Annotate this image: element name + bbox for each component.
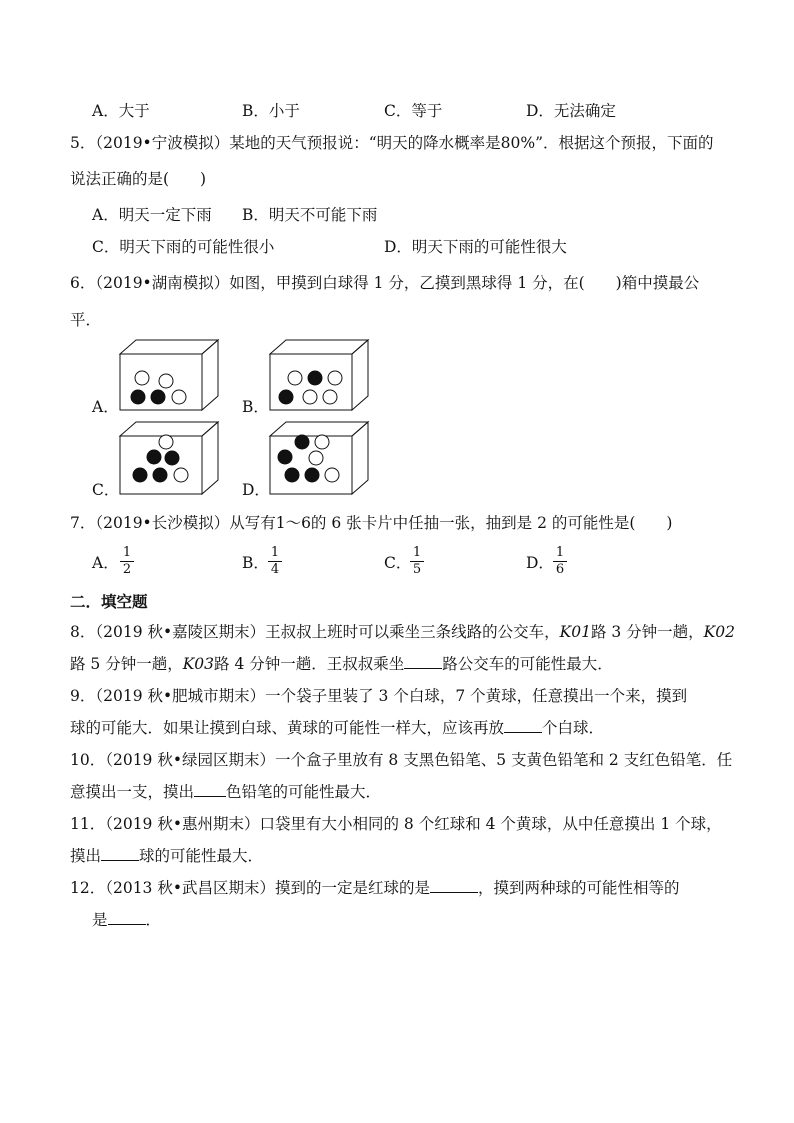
q8-line2: [70, 654, 613, 674]
black-ball: [147, 450, 161, 464]
white-ball: [174, 468, 188, 482]
q8-answer-blank[interactable]: [404, 654, 442, 669]
q4-option-b: B．小于: [242, 102, 300, 120]
box-a-figure: [118, 338, 222, 414]
q12-text: 是: [92, 911, 108, 929]
q6-option-b-label: B．: [242, 398, 269, 416]
q10-line2: [70, 782, 381, 802]
route-k03: K03: [182, 655, 215, 673]
q12-text: ，摸到两种球的可能性相等的: [478, 879, 680, 897]
q10-answer-blank[interactable]: [194, 782, 226, 797]
q12-text: ．: [145, 911, 162, 929]
black-ball: [279, 390, 293, 404]
q10-text: 色铅笔的可能性最大．: [226, 783, 382, 801]
q6-stem-line1: 6．（2019•湖南模拟）如图，甲摸到白球得 1 分，乙摸到黑球得 1 分，在( )箱中摸最公: [70, 274, 700, 292]
white-ball: [159, 435, 173, 449]
black-ball: [308, 371, 322, 385]
q5-option-a: A．明天一定下雨: [92, 206, 212, 224]
q7-option-d-fraction: 1 6: [553, 546, 567, 577]
black-ball: [153, 468, 167, 482]
q7-option-d-label: D．: [526, 554, 554, 572]
black-ball: [165, 451, 179, 465]
q7-option-c-fraction: 1 5: [410, 546, 424, 577]
q4-option-d: D．无法确定: [526, 102, 616, 120]
q12-text: 12．（2013 秋•武昌区期末）摸到的一定是红球的是: [70, 879, 430, 897]
white-ball: [328, 371, 342, 385]
q11-line1: 11．（2019 秋•惠州期末）口袋里有大小相同的 8 个红球和 4 个黄球，从中任意摸出 1 个球，: [70, 815, 722, 833]
q6-option-c-label: C．: [92, 481, 120, 499]
section-heading-fill-in: 二．填空题: [70, 593, 148, 611]
q12-line2: [92, 910, 161, 930]
q10-line1: 10．（2019 秋•绿园区期末）一个盒子里放有 8 支黑色铅笔、5 支黄色铅笔和 2 支红色铅笔．任: [70, 751, 733, 769]
q6-option-a-label: A．: [92, 398, 119, 416]
route-k01: K01: [559, 623, 591, 641]
q11-line2: [70, 846, 263, 866]
black-ball: [285, 468, 299, 482]
q8-text: 路 4 分钟一趟．王叔叔乘坐: [214, 655, 405, 673]
q8-text: 路 3 分钟一趟，: [590, 623, 704, 641]
q6-option-d-label: D．: [242, 481, 270, 499]
white-ball: [288, 371, 302, 385]
q5-stem-line1: 5．（2019•宁波模拟）某地的天气预报说：“明天的降水概率是80%”．根据这个预报，下面的: [70, 134, 714, 152]
q10-text: 意摸出一支，摸出: [70, 783, 195, 801]
q7-option-a-label: A．: [92, 554, 119, 572]
q5-option-c: C．明天下雨的可能性很小: [92, 238, 275, 256]
q5-option-d: D．明天下雨的可能性很大: [384, 238, 567, 256]
white-ball: [172, 390, 186, 404]
q5-stem-line2: 说法正确的是( ): [70, 170, 207, 188]
q7-stem: 7．（2019•长沙模拟）从写有1～6的 6 张卡片中任抽一张，抽到是 2 的可能性是( ): [70, 514, 673, 532]
q11-text: 球的可能性最大．: [139, 847, 264, 865]
q4-option-a: A．大于: [92, 102, 150, 120]
q7-option-b-fraction: 1 4: [268, 546, 282, 577]
black-ball: [133, 468, 147, 482]
black-ball: [295, 435, 309, 449]
q12-answer-blank-2[interactable]: [108, 910, 146, 925]
q8-text: 路 5 分钟一趟，: [70, 655, 183, 673]
q7-option-a-fraction: 1 2: [120, 546, 134, 577]
box-d-figure: [268, 420, 372, 498]
black-ball: [151, 390, 165, 404]
q12-line1: [70, 878, 680, 898]
q9-line1: 9．（2019 秋•肥城市期末）一个袋子里装了 3 个白球，7 个黄球，任意摸出一个来，摸到: [70, 687, 688, 705]
white-ball: [325, 468, 339, 482]
q7-option-b-label: B．: [242, 554, 269, 572]
white-ball: [135, 371, 149, 385]
box-c-figure: [118, 420, 222, 498]
white-ball: [323, 390, 337, 404]
black-ball: [131, 390, 145, 404]
white-ball: [309, 451, 323, 465]
white-ball: [159, 374, 173, 388]
q9-line2: [70, 718, 604, 738]
route-k02: K02: [703, 623, 735, 641]
black-ball: [305, 468, 319, 482]
q8-line1: [70, 622, 735, 642]
q9-text: 球的可能大．如果让摸到白球、黄球的可能性一样大，应该再放: [70, 719, 505, 737]
white-ball: [315, 435, 329, 449]
q4-option-c: C．等于: [384, 102, 443, 120]
q9-text: 个白球．: [542, 719, 605, 737]
q7-option-c-label: C．: [384, 554, 412, 572]
q6-stem-line2: 平．: [70, 311, 102, 329]
white-ball: [303, 390, 317, 404]
q8-text: 8．（2019 秋•嘉陵区期末）王叔叔上班时可以乘坐三条线路的公交车，: [70, 623, 560, 641]
q9-blank-2[interactable]: [504, 718, 542, 733]
q8-text: 路公交车的可能性最大．: [442, 655, 613, 673]
q11-text: 摸出: [70, 847, 102, 865]
black-ball: [278, 450, 292, 464]
q12-answer-blank-1[interactable]: [430, 878, 478, 893]
box-b-figure: [268, 338, 372, 414]
q11-answer-blank[interactable]: [101, 846, 139, 861]
q5-option-b: B．明天不可能下雨: [242, 206, 378, 224]
